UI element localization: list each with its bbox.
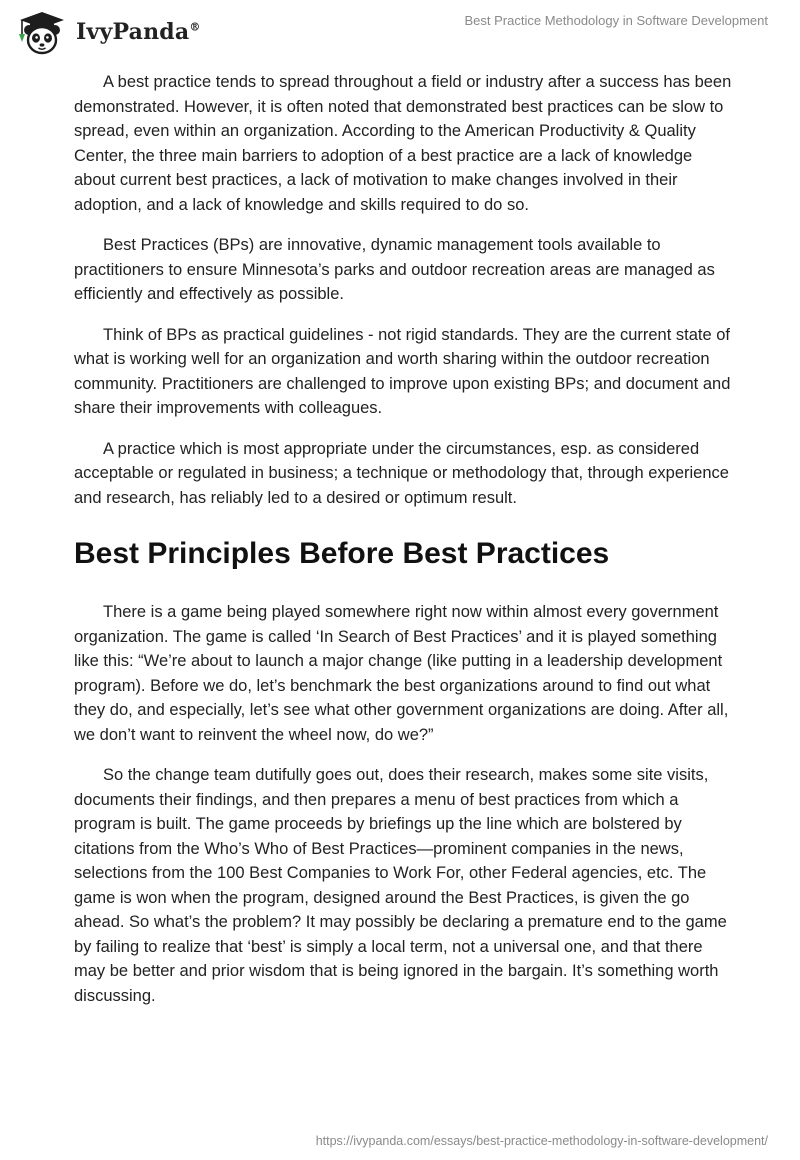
paragraph: Best Practices (BPs) are innovative, dynamic management tools available to practitioners to ensure Minnesota’s parks and outdoor recreation areas are managed as efficiently and effectively as possible. [74, 236, 715, 303]
document-title: Best Practice Methodology in Software Development [464, 13, 768, 28]
brand-logo[interactable] [14, 8, 201, 56]
paragraph: There is a game being played somewhere right now within almost every government organization. The game is called ‘In Search of Best Practices’ and it is played something like this: “We’re about to launch a major change (like putting in a leadership development program). Before we do, let’s benchmark the best organizations around to find out what they do, and especially, let’s see what other government organizations are doing. After all, we don’t want to reinvent the wheel now, do we?” [74, 603, 729, 744]
registered-mark: ® [189, 20, 201, 34]
paragraph: A best practice tends to spread throughout a field or industry after a success has been demonstrated. However, it is often noted that demonstrated best practices can be slow to spread, even within an organization. According to the American Productivity & Quality Center, the three main barriers to adoption of a best practice are a lack of knowledge about current best practices, a lack of motivation to make changes involved in their adoption, and a lack of knowledge and skills required to do so. [74, 73, 732, 214]
brand-name: IvyPanda® [76, 19, 201, 45]
section-heading: Best Principles Before Best Practices [74, 537, 610, 570]
source-url[interactable]: https://ivypanda.com/essays/best-practice-methodology-in-software-development/ [315, 1134, 768, 1148]
paragraph: Think of BPs as practical guidelines - not rigid standards. They are the current state of what is working well for an organization and worth sharing within the outdoor recreation community. Practitioners are challenged to improve upon existing BPs; and document and share their improvements with colleagues. [74, 325, 731, 417]
page-header [0, 0, 800, 60]
paragraph: A practice which is most appropriate under the circumstances, esp. as considered acceptable or regulated in business; a technique or methodology that, through experience and research, has reliably led to a desired or optimum result. [74, 439, 729, 507]
panda-graduate-logo-icon [14, 8, 70, 56]
paragraph: So the change team dutifully goes out, does their research, makes some site visits, documents their findings, and then prepares a menu of best practices from which a program is built. The game proceeds by briefings up the line which are bolstered by citations from the Who’s Who of Best Practices—prominent companies in the news, selections from the 100 Best Companies to Work For, other Federal agencies, etc. The game is won when the program, designed around the Best Practices, is given the go ahead. So what’s the problem? It may possibly be declaring a premature end to the game by failing to realize that ‘best’ is simply a local term, not a universal one, and that there may be better and prior wisdom that is being ignored in the bargain. It’s something worth discussing. [74, 766, 727, 1005]
essay-body [74, 70, 734, 1024]
